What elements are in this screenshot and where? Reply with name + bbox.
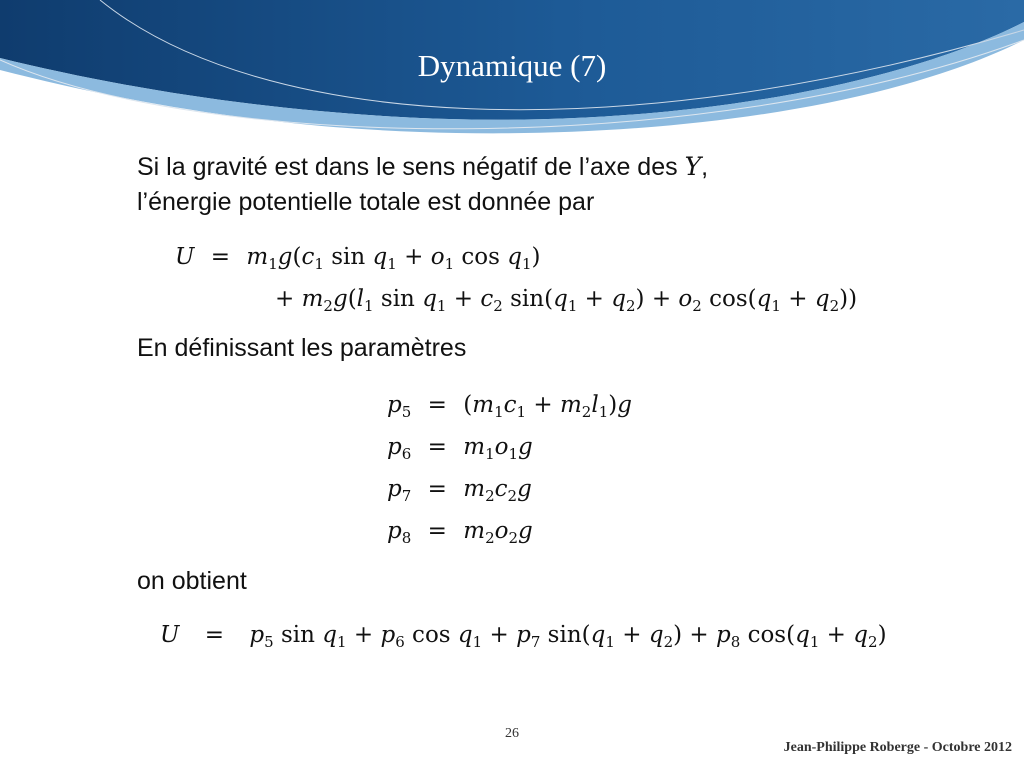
param-p7-equation: $p_7 = m_2c_2g$: [387, 476, 532, 505]
params-heading: En définissant les paramètres: [137, 334, 467, 362]
intro-variable-y: Y: [684, 152, 702, 181]
page-number: 26: [505, 726, 519, 741]
footer-author-date: Jean-Philippe Roberge - Octobre 2012: [783, 740, 1012, 755]
final-energy-equation: $U = p_5$ $\sin q_1 + p_6$ $\cos q_1 + p_7$ $\sin(q_1 + q_2) + p_8$ $\cos(q_1 + q_2)$: [160, 622, 887, 651]
intro-line-1-comma: ,: [701, 153, 709, 181]
equals-sign: =: [210, 244, 231, 270]
result-heading: on obtient: [137, 567, 247, 595]
intro-line-1-text: Si la gravité est dans le sens négatif de l’axe des: [137, 153, 678, 181]
energy-lhs: U: [175, 244, 195, 270]
param-p5-equation: $p_5 = (m_1c_1 + m_2l_1)g$: [387, 392, 632, 421]
slide-title: Dynamique (7): [417, 48, 607, 83]
param-p8-equation: $p_8 = m_2o_2g$: [387, 518, 533, 547]
energy-equation-line-1: $U = m_1g(c_1$ $\sin q_1 + o_1$ $\cos q_1$): [175, 244, 541, 273]
energy-equation-line-2: + $m_2g(l_1$ $\sin q_1 + c_2$ $\sin(q_1 + q_2) + o_2$ $\cos(q_1 + q_2)$): [275, 286, 858, 315]
intro-line-1: [137, 152, 708, 182]
intro-line-2: l’énergie potentielle totale est donnée par: [137, 188, 595, 216]
param-p6-equation: $p_6 = m_1o_1g$: [387, 434, 533, 463]
